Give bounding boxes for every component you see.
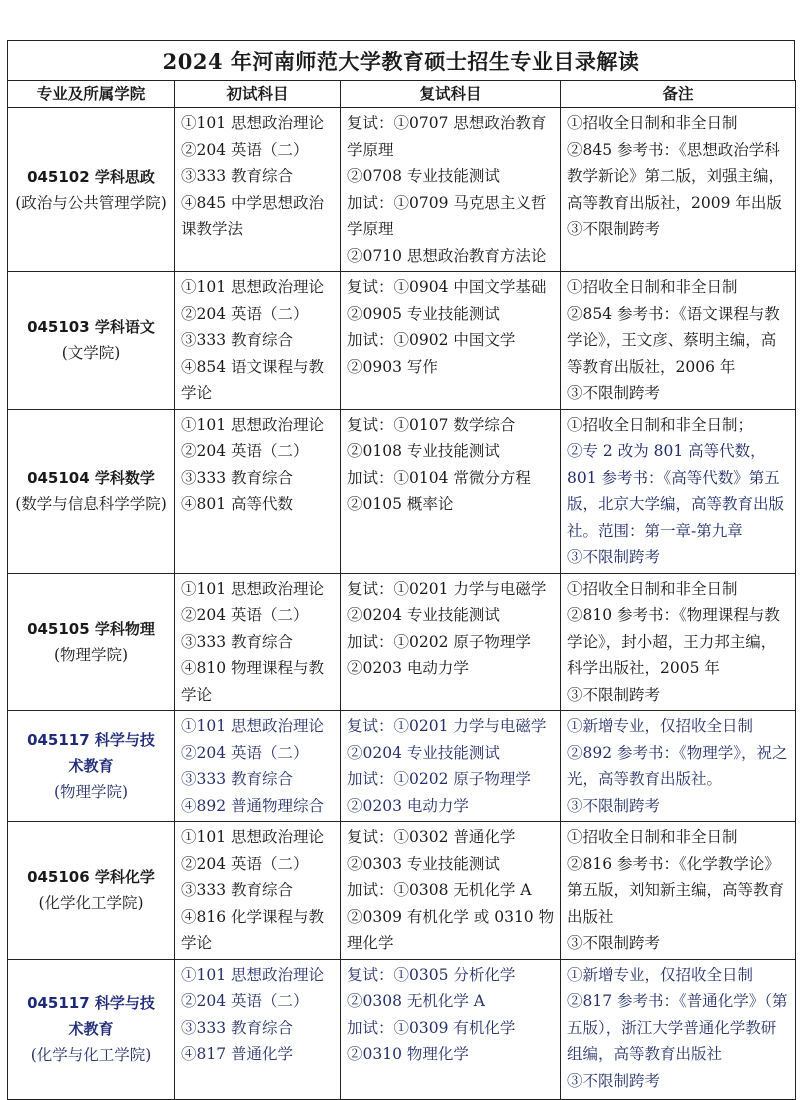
note-item: ③不限制跨考: [567, 1071, 661, 1090]
retest-subject: ②0303 专业技能测试: [347, 854, 500, 873]
retest-subject: ②0203 电动力学: [347, 659, 469, 677]
note-item: ②817 参考书：《普通化学》（第五版），浙江大学普通化学教研组编，高等教育出版社: [567, 992, 788, 1063]
header-initial-exam: 初试科目: [175, 81, 341, 108]
college-name: (数学与信息科学学院): [15, 495, 167, 513]
retest-subject: 加试：①0202 原子物理学: [347, 770, 531, 788]
note-item: ②专 2 改为 801 高等代数，801 参考书：《高等代数》第五版，北京大学编，高等教育出版社。范围：第一章-第九章: [567, 442, 785, 540]
initial-subject: ①101 思想政治理论: [181, 828, 325, 846]
initial-exam-cell: [175, 108, 341, 272]
header-notes: 备注: [561, 81, 796, 108]
major-cell: [8, 409, 175, 573]
table-row: [8, 409, 796, 573]
college-name: (物理学院): [53, 645, 129, 664]
retest-subject: 加试：①0309 有机化学: [347, 1018, 516, 1037]
initial-exam-cell: [175, 573, 341, 711]
initial-subject: ③333 教育综合: [181, 167, 294, 185]
note-item: ③不限制跨考: [567, 384, 661, 402]
initial-subject: ②204 英语（二）: [181, 992, 309, 1010]
retest-cell: [341, 822, 561, 960]
table-header-row: [8, 81, 796, 108]
college-name: (文学院): [61, 344, 121, 363]
retest-subject: ②0204 专业技能测试: [347, 606, 500, 624]
note-item: ③不限制跨考: [567, 796, 661, 815]
retest-subject: 复试：①0201 力学与电磁学: [347, 579, 547, 598]
initial-subject: ④854 语文课程与教学论: [181, 357, 325, 402]
major-cell: [8, 959, 175, 1099]
initial-subject: ③333 教育综合: [181, 770, 294, 788]
table-row: [8, 711, 796, 822]
note-item: ②845 参考书：《思想政治学科教学新论》第二版，刘强主编，高等教育出版社，2009 年出版: [567, 140, 785, 212]
retest-subject: ②0309 有机化学 或 0310 物理化学: [347, 907, 555, 952]
initial-subject: ②204 英语（二）: [181, 442, 309, 460]
major-cell: [8, 573, 175, 711]
initial-subject: ②204 英语（二）: [181, 304, 309, 323]
initial-subject: ④816 化学课程与教学论: [181, 907, 325, 952]
retest-subject: 复试：①0302 普通化学: [347, 828, 516, 846]
major-code: 045117 科学与技术教育: [27, 731, 155, 775]
document-page: [7, 40, 795, 1090]
note-item: ①招收全日制和非全日制；: [567, 415, 754, 434]
college-name: (物理学院): [53, 783, 129, 801]
major-code: 045102 学科思政: [27, 167, 155, 186]
major-code: 045104 学科数学: [27, 469, 155, 487]
retest-subject: ②0905 专业技能测试: [347, 304, 500, 323]
retest-subject: ②0710 思想政治教育方法论: [347, 246, 547, 265]
major-cell: [8, 108, 175, 272]
initial-subject: ①101 思想政治理论: [181, 114, 325, 132]
initial-subject: ④892 普通物理综合: [181, 796, 325, 815]
notes-cell: [561, 272, 796, 410]
retest-subject: 加试：①0308 无机化学 A: [347, 881, 532, 899]
table-row: [8, 959, 796, 1099]
notes-cell: [561, 409, 796, 573]
retest-subject: 复试：①0904 中国文学基础: [347, 278, 547, 296]
note-item: ①新增专业，仅招收全日制: [567, 965, 754, 984]
retest-cell: [341, 959, 561, 1099]
notes-cell: [561, 822, 796, 960]
initial-exam-cell: [175, 409, 341, 573]
note-item: ①招收全日制和非全日制: [567, 828, 738, 846]
retest-subject: 加试：①0709 马克思主义哲学原理: [347, 193, 547, 238]
initial-exam-cell: [175, 272, 341, 410]
retest-cell: [341, 108, 561, 272]
table-row: [8, 822, 796, 960]
initial-subject: ③333 教育综合: [181, 468, 294, 487]
note-item: ①新增专业，仅招收全日制: [567, 717, 754, 735]
initial-subject: ①101 思想政治理论: [181, 579, 325, 598]
notes-cell: [561, 108, 796, 272]
note-item: ②816 参考书：《化学教学论》第五版，刘知新主编，高等教育出版社: [567, 854, 785, 926]
initial-subject: ④801 高等代数: [181, 495, 294, 513]
initial-subject: ②204 英语（二）: [181, 140, 309, 159]
notes-cell: [561, 573, 796, 711]
initial-subject: ②204 英语（二）: [181, 606, 309, 624]
initial-exam-cell: [175, 959, 341, 1099]
note-item: ③不限制跨考: [567, 685, 661, 704]
retest-subject: ②0310 物理化学: [347, 1045, 469, 1063]
note-item: ①招收全日制和非全日制: [567, 278, 738, 296]
retest-cell: [341, 711, 561, 822]
note-item: ②810 参考书：《物理课程与教学论》，封小超，王力邦主编，科学出版社，2005 年: [567, 606, 780, 677]
retest-subject: 加试：①0104 常微分方程: [347, 468, 531, 487]
initial-subject: ③333 教育综合: [181, 1018, 294, 1037]
retest-subject: 加试：①0202 原子物理学: [347, 632, 531, 651]
note-item: ③不限制跨考: [567, 934, 661, 952]
retest-cell: [341, 409, 561, 573]
major-code: 045105 学科物理: [27, 619, 155, 638]
retest-subject: 复试：①0305 分析化学: [347, 965, 516, 984]
notes-cell: [561, 959, 796, 1099]
initial-subject: ①101 思想政治理论: [181, 965, 325, 984]
note-item: ③不限制跨考: [567, 548, 661, 566]
major-code: 045106 学科化学: [27, 868, 155, 887]
initial-subject: ①101 思想政治理论: [181, 278, 325, 296]
initial-subject: ④817 普通化学: [181, 1045, 294, 1063]
note-item: ②854 参考书：《语文课程与教学论》，王文彦、蔡明主编，高等教育出版社，2006 年: [567, 304, 780, 376]
college-name: (化学与化工学院): [30, 1046, 152, 1064]
table-row: [8, 108, 796, 272]
retest-subject: 复试：①0707 思想政治教育学原理: [347, 114, 547, 159]
page-title: 2024 年河南师范大学教育硕士招生专业目录解读: [7, 40, 795, 80]
initial-exam-cell: [175, 822, 341, 960]
major-cell: [8, 272, 175, 410]
major-cell: [8, 711, 175, 822]
initial-subject: ④845 中学思想政治课教学法: [181, 193, 325, 238]
initial-subject: ②204 英语（二）: [181, 743, 309, 762]
retest-subject: ②0108 专业技能测试: [347, 442, 500, 460]
note-item: ①招收全日制和非全日制: [567, 579, 738, 598]
initial-subject: ②204 英语（二）: [181, 854, 309, 873]
retest-subject: 复试：①0107 数学综合: [347, 415, 516, 434]
header-major: 专业及所属学院: [8, 81, 175, 108]
retest-subject: 加试：①0902 中国文学: [347, 331, 516, 349]
retest-subject: ②0308 无机化学 A: [347, 992, 485, 1010]
initial-exam-cell: [175, 711, 341, 822]
note-item: ①招收全日制和非全日制: [567, 114, 738, 132]
table-row: [8, 573, 796, 711]
program-catalog-table: [7, 80, 796, 1100]
initial-subject: ①101 思想政治理论: [181, 717, 325, 735]
initial-subject: ①101 思想政治理论: [181, 415, 325, 434]
note-item: ③不限制跨考: [567, 220, 661, 238]
retest-cell: [341, 272, 561, 410]
retest-cell: [341, 573, 561, 711]
retest-subject: ②0204 专业技能测试: [347, 743, 500, 762]
major-code: 045117 科学与技术教育: [27, 994, 155, 1038]
retest-subject: ②0105 概率论: [347, 495, 454, 513]
initial-subject: ③333 教育综合: [181, 632, 294, 651]
note-item: ②892 参考书：《物理学》，祝之光，高等教育出版社。: [567, 743, 788, 788]
initial-subject: ③333 教育综合: [181, 331, 294, 349]
retest-subject: 复试：①0201 力学与电磁学: [347, 717, 547, 735]
table-row: [8, 272, 796, 410]
retest-subject: ②0903 写作: [347, 357, 438, 376]
header-retest: 复试科目: [341, 81, 561, 108]
notes-cell: [561, 711, 796, 822]
major-cell: [8, 822, 175, 960]
retest-subject: ②0708 专业技能测试: [347, 167, 500, 185]
major-code: 045103 学科语文: [27, 318, 155, 337]
initial-subject: ③333 教育综合: [181, 881, 294, 899]
retest-subject: ②0203 电动力学: [347, 796, 469, 815]
college-name: (化学化工学院): [38, 894, 144, 913]
initial-subject: ④810 物理课程与教学论: [181, 659, 325, 704]
college-name: (政治与公共管理学院): [15, 193, 167, 212]
